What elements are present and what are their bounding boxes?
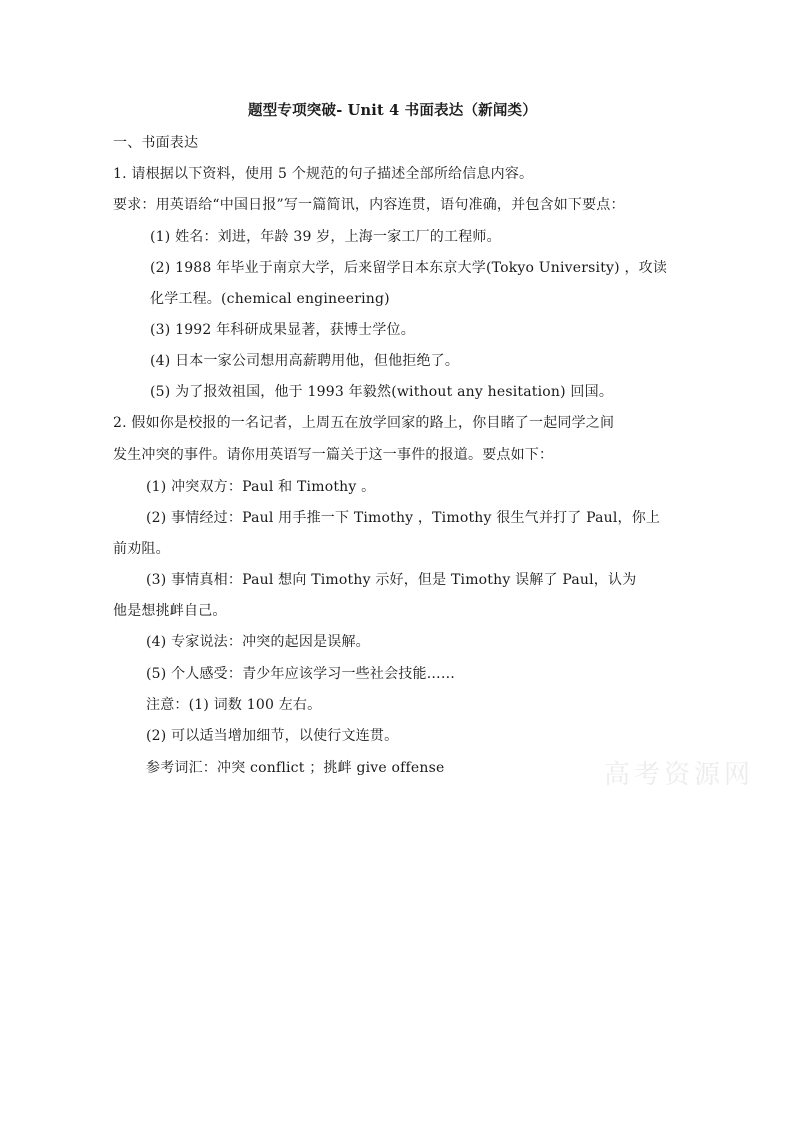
question-2-prompt-line-1: 2. 假如你是校报的一名记者，上周五在放学回家的路上，你目睹了一起同学之间	[113, 415, 615, 431]
question-1-point-5: (5) 为了报效祖国，他于 1993 年毅然(without any hesitation) 回国。	[150, 384, 614, 400]
question-1-point-3: (3) 1992 年科研成果显著，获博士学位。	[150, 322, 415, 338]
question-2-point-3: (3) 事情真相：Paul 想向 Timothy 示好，但是 Timothy 误解了 Paul，认为	[146, 572, 637, 588]
question-2-prompt-line-2: 发生冲突的事件。请你用英语写一篇关于这一事件的报道。要点如下：	[113, 447, 554, 463]
question-2-note-details: (2) 可以适当增加细节，以使行文连贯。	[146, 728, 399, 744]
question-2-note-word-count: 注意：(1) 词数 100 左右。	[146, 697, 322, 713]
question-2-point-4: (4) 专家说法：冲突的起因是误解。	[146, 634, 370, 650]
watermark: 高考资源网	[604, 760, 755, 790]
document-title: 题型专项突破- Unit 4 书面表达（新闻类）	[248, 102, 537, 119]
section-heading: 一、书面表达	[113, 135, 199, 151]
question-1-requirement: 要求：用英语给“中国日报”写一篇简讯，内容连贯，语句准确，并包含如下要点：	[113, 197, 625, 213]
question-2-point-2-continued: 前劝阻。	[113, 541, 170, 557]
question-2-point-5: (5) 个人感受：青少年应该学习一些社会技能……	[146, 666, 456, 682]
question-1-point-1: (1) 姓名：刘进，年龄 39 岁，上海一家工厂的工程师。	[150, 229, 501, 245]
question-1-point-2-continued: 化学工程。(chemical engineering)	[150, 291, 390, 307]
question-2-point-1: (1) 冲突双方：Paul 和 Timothy 。	[146, 479, 376, 495]
question-1-prompt: 1. 请根据以下资料，使用 5 个规范的句子描述全部所给信息内容。	[113, 166, 534, 182]
question-1-point-2: (2) 1988 年毕业于南京大学，后来留学日本东京大学(Tokyo University) ，攻读	[150, 260, 668, 276]
question-2-point-2: (2) 事情经过：Paul 用手推一下 Timothy ，Timothy 很生气并打了 Paul，你上	[146, 510, 661, 526]
question-1-point-4: (4) 日本一家公司想用高薪聘用他，但他拒绝了。	[150, 353, 460, 369]
question-2-reference-vocabulary: 参考词汇：冲突 conflict ；挑衅 give offense	[146, 760, 445, 776]
question-2-point-3-continued: 他是想挑衅自己。	[113, 603, 227, 619]
